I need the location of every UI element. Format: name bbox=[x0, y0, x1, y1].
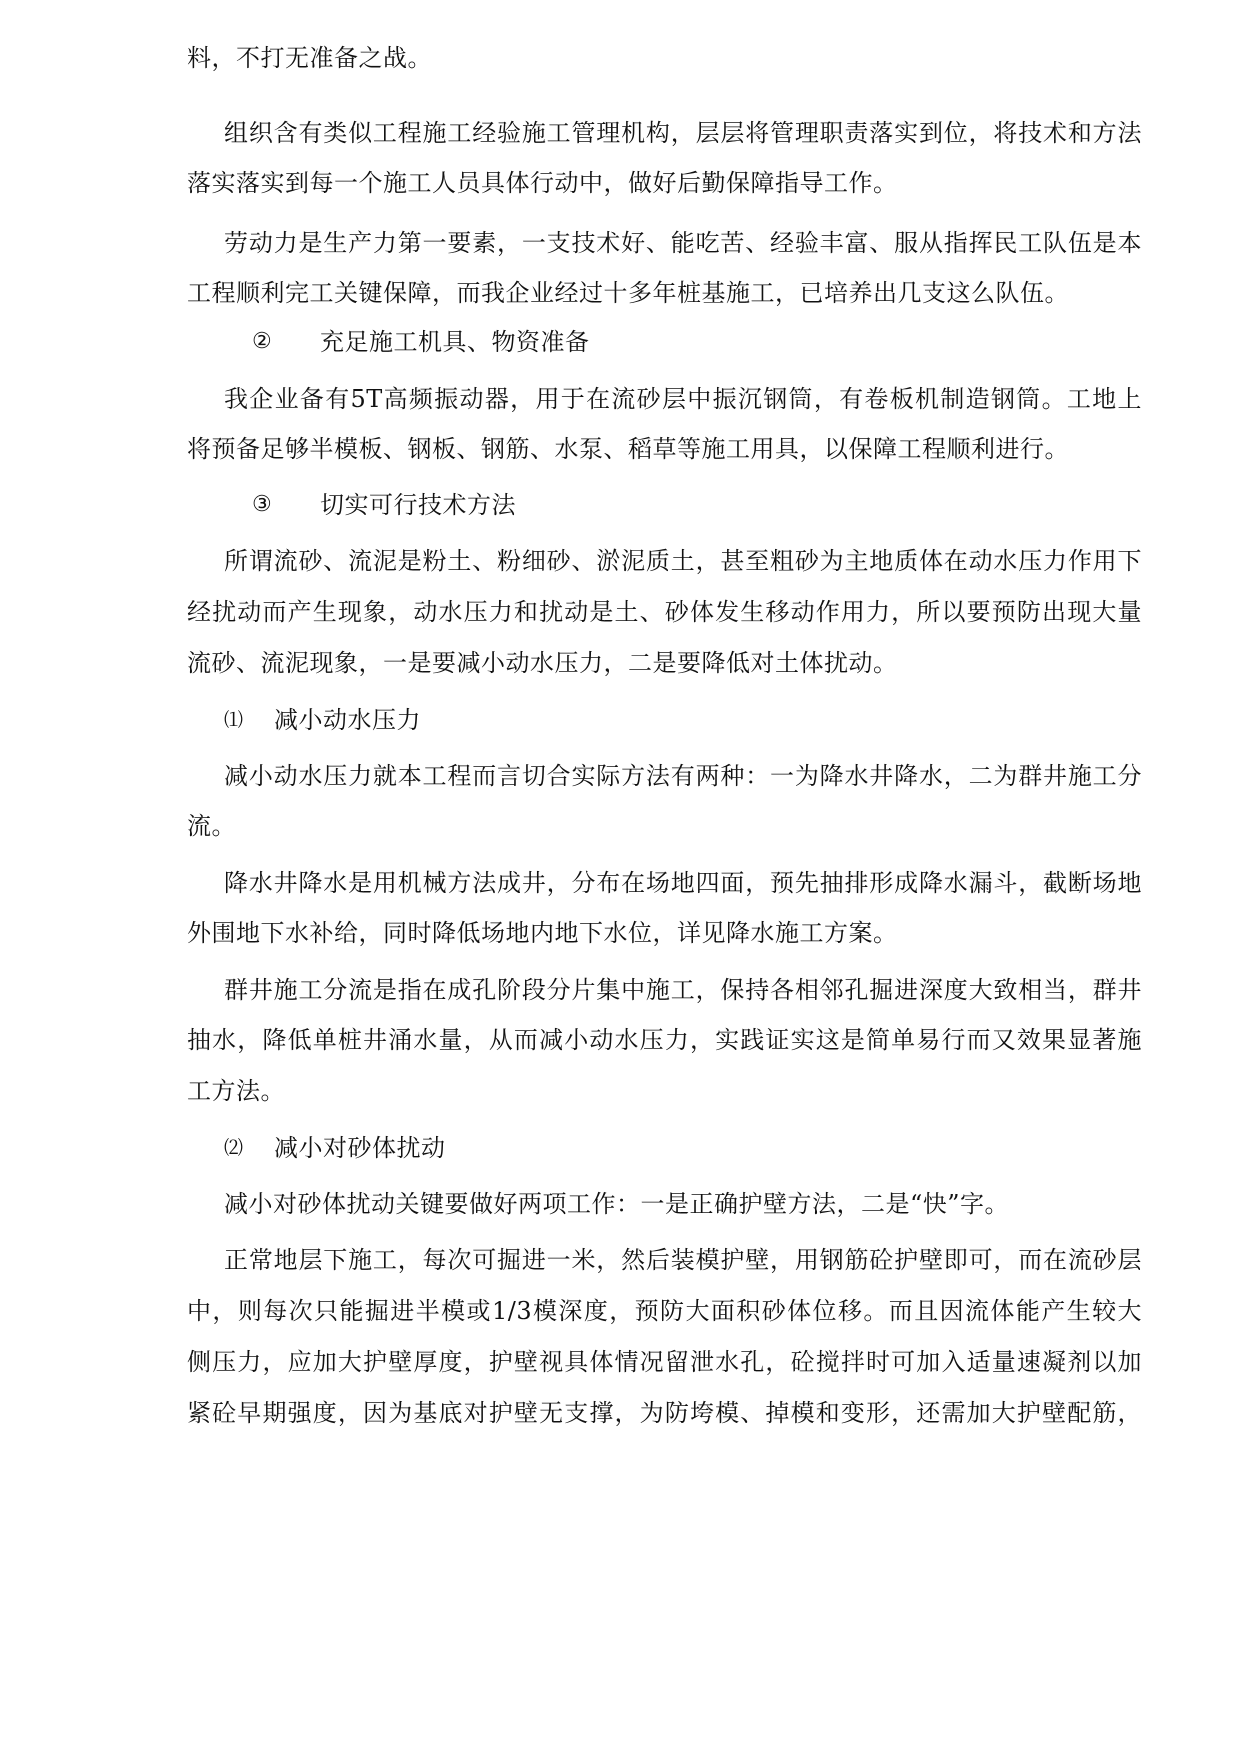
section-heading: 减小对砂体扰动 bbox=[274, 1134, 446, 1162]
paragraph-line: 群井施工分流是指在成孔阶段分片集中施工，保持各相邻孔掘进深度大致相当，群井 bbox=[224, 976, 1142, 1004]
paragraph-line: 料，不打无准备之战。 bbox=[187, 44, 432, 72]
paragraph-line: 外围地下水补给，同时降低场地内地下水位，详见降水施工方案。 bbox=[187, 919, 898, 947]
section-heading: 减小动水压力 bbox=[274, 706, 421, 734]
paragraph-line: 侧压力，应加大护壁厚度，护壁视具体情况留泄水孔，砼搅拌时可加入适量速凝剂以加 bbox=[187, 1348, 1142, 1376]
heading-number: ⑴ bbox=[224, 709, 244, 731]
paragraph-line: 组织含有类似工程施工经验施工管理机构，层层将管理职责落实到位，将技术和方法 bbox=[224, 119, 1142, 147]
section-heading: 切实可行技术方法 bbox=[320, 491, 516, 519]
paragraph-line: 工方法。 bbox=[187, 1077, 285, 1105]
paragraph-line: 工程顺利完工关键保障，而我企业经过十多年桩基施工，已培养出几支这么队伍。 bbox=[187, 279, 1069, 307]
paragraph-line: 中，则每次只能掘进半模或1/3模深度，预防大面积砂体位移。而且因流体能产生较大 bbox=[187, 1297, 1142, 1325]
paragraph-line: 抽水，降低单桩井涌水量，从而减小动水压力，实践证实这是简单易行而又效果显著施 bbox=[187, 1026, 1142, 1054]
paragraph-line: 流。 bbox=[187, 812, 236, 840]
heading-number: ⑵ bbox=[224, 1137, 244, 1159]
heading-number: ③ bbox=[252, 492, 272, 517]
paragraph-line: 减小动水压力就本工程而言切合实际方法有两种：一为降水井降水，二为群井施工分 bbox=[224, 762, 1142, 790]
heading-number: ② bbox=[252, 329, 272, 354]
paragraph-line: 流砂、流泥现象，一是要减小动水压力，二是要降低对土体扰动。 bbox=[187, 649, 898, 677]
paragraph-line: 落实落实到每一个施工人员具体行动中，做好后勤保障指导工作。 bbox=[187, 169, 898, 197]
paragraph-line: 所谓流砂、流泥是粉土、粉细砂、淤泥质土，甚至粗砂为主地质体在动水压力作用下 bbox=[224, 547, 1142, 575]
paragraph-line: 紧砼早期强度，因为基底对护壁无支撑，为防垮模、掉模和变形，还需加大护壁配筋， bbox=[187, 1399, 1142, 1427]
paragraph-line: 劳动力是生产力第一要素，一支技术好、能吃苦、经验丰富、服从指挥民工队伍是本 bbox=[224, 229, 1142, 257]
paragraph-line: 经扰动而产生现象，动水压力和扰动是土、砂体发生移动作用力，所以要预防出现大量 bbox=[187, 598, 1142, 626]
paragraph-line: 将预备足够半模板、钢板、钢筋、水泵、稻草等施工用具，以保障工程顺利进行。 bbox=[187, 435, 1069, 463]
paragraph-line: 正常地层下施工，每次可掘进一米，然后装模护壁，用钢筋砼护壁即可，而在流砂层 bbox=[224, 1246, 1142, 1274]
paragraph-line: 我企业备有5T高频振动器，用于在流砂层中振沉钢筒，有卷板机制造钢筒。工地上 bbox=[224, 385, 1142, 413]
paragraph-line: 降水井降水是用机械方法成井，分布在场地四面，预先抽排形成降水漏斗，截断场地 bbox=[224, 869, 1142, 897]
section-heading: 充足施工机具、物资准备 bbox=[320, 328, 590, 356]
paragraph-line: 减小对砂体扰动关键要做好两项工作：一是正确护壁方法，二是“快”字。 bbox=[224, 1190, 1010, 1218]
